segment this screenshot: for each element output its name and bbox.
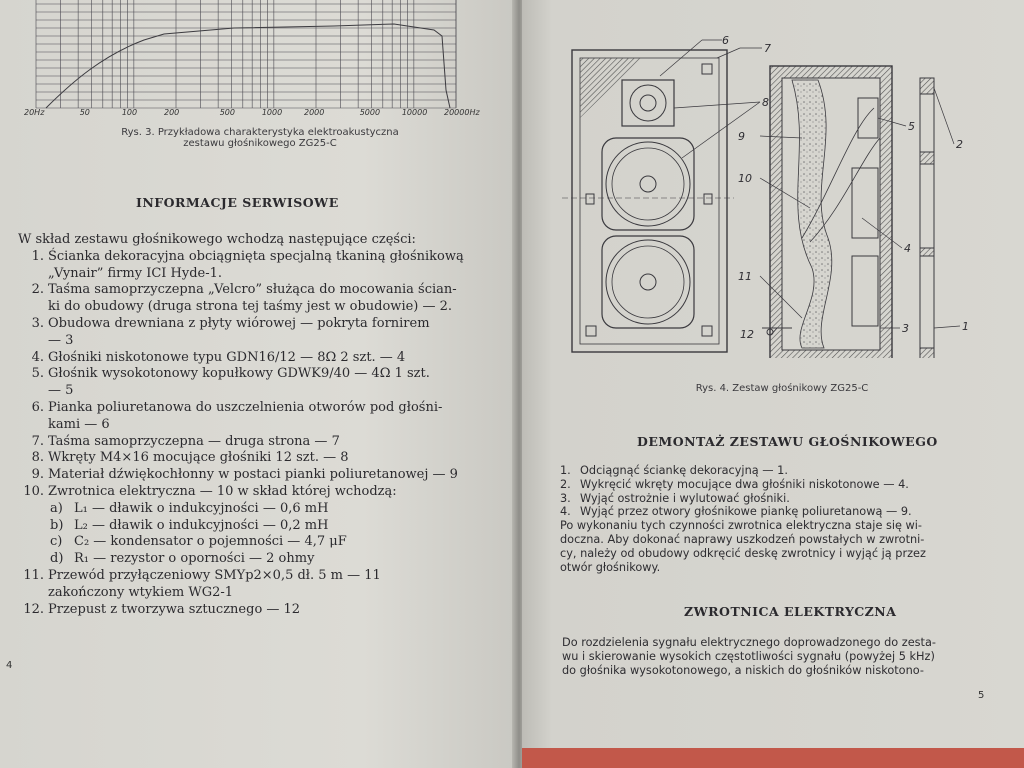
speaker-diagram xyxy=(562,28,1022,358)
figure-callout-label: 8 xyxy=(762,96,769,109)
figure-callout-label: 9 xyxy=(738,130,745,143)
caption-line-2: zestawu głośnikowego ZG25-C xyxy=(183,138,337,149)
freq-tick-label: 50 xyxy=(79,108,90,117)
step-text: Wykręcić wkręty mocujące dwa głośniki niskotonowe — 4. xyxy=(580,477,909,491)
section-heading-service: INFORMACJE SERWISOWE xyxy=(136,195,339,210)
item-line: Materiał dźwiękochłonny w postaci pianki poliuretanowej — 9 xyxy=(48,467,458,483)
item-line: Ścianka dekoracyjna obciągnięta specjalną tkaniną głośnikową xyxy=(48,248,464,264)
step-number: 4. xyxy=(560,505,571,519)
freq-tick-label: 200 xyxy=(164,108,180,117)
list-item xyxy=(18,282,498,316)
freq-tick-label: 5000 xyxy=(359,108,381,117)
item-line: Taśma samoprzyczepna — druga strona — 7 xyxy=(48,433,340,449)
paragraph-line: Do rozdzielenia sygnału elektrycznego doprowadzonego do zesta- xyxy=(562,636,936,649)
figure-callout-label: 4 xyxy=(904,242,911,255)
item-line: Wkręty M4×16 mocujące głośniki 12 szt. — 8 xyxy=(48,450,349,466)
sub-item-text: R₁ — rezystor o oporności — 2 ohmy xyxy=(74,551,315,567)
paragraph-line: do głośnika wysokotonowego, a niskich do głośników niskotono- xyxy=(562,663,924,677)
list-item xyxy=(18,450,498,467)
freq-tick-label: 2000 xyxy=(304,108,325,117)
sub-item-text: L₁ — dławik o indukcyjności — 0,6 mH xyxy=(74,500,329,516)
list-item xyxy=(18,350,498,367)
item-line: kami — 6 xyxy=(48,416,110,432)
item-number: 6. xyxy=(31,399,44,415)
figure-callout-label: 1 xyxy=(962,320,969,333)
parts-list xyxy=(18,232,498,618)
item-number: 3. xyxy=(31,315,44,331)
section-heading-disassembly: DEMONTAŻ ZESTAWU GŁOŚNIKOWEGO xyxy=(637,434,938,449)
list-item xyxy=(18,249,498,283)
item-line: ki do obudowy (druga strona tej taśmy jest w obudowie) — 2. xyxy=(48,299,453,315)
response-curve xyxy=(46,24,450,108)
item-number: 1. xyxy=(31,248,44,264)
figure-callout-label: 12 xyxy=(740,328,754,341)
right-page xyxy=(522,0,1024,752)
item-line: Pianka poliuretanowa do uszczelnienia otworów pod głośni- xyxy=(48,399,443,415)
sub-item-text: C₂ — kondensator o pojemności — 4,7 μF xyxy=(74,534,347,550)
paragraph-line: cy, należy od obudowy odkręcić deskę zwrotnicy i wyjąć ją przez xyxy=(560,546,926,560)
step-text: Wyjąć ostrożnie i wylutować głośniki. xyxy=(580,491,790,505)
item-line: Obudowa drewniana z płyty wiórowej — pokryta fornirem xyxy=(48,315,430,331)
paragraph-line: wu i skierowanie wysokich częstotliwości sygnału (powyżej 5 kHz) xyxy=(562,649,935,663)
item-number: 4. xyxy=(31,349,44,365)
item-line: Taśma samoprzyczepna „Velcro” służąca do mocowania ścian- xyxy=(48,282,457,298)
intro-text: W skład zestawu głośnikowego wchodzą następujące części: xyxy=(18,232,416,247)
sub-item-letter: a) xyxy=(50,500,63,516)
paragraph-line: doczna. Aby dokonać naprawy uszkodzeń powstałych w zwrotni- xyxy=(560,532,925,546)
figure-callout-label: 3 xyxy=(902,322,909,335)
step-number: 3. xyxy=(560,491,571,505)
caption-line-1: Rys. 3. Przykładowa charakterystyka elektroakustyczna xyxy=(121,127,399,138)
list-item xyxy=(18,568,498,602)
disassembly-steps xyxy=(560,464,990,574)
figure-callout-label: 7 xyxy=(764,42,771,55)
item-number: 8. xyxy=(31,450,44,466)
figure-caption-3 xyxy=(60,127,460,149)
item-line: zakończony wtykiem WG2-1 xyxy=(48,584,234,600)
table-surface xyxy=(522,748,1024,768)
figure-callout-label: 6 xyxy=(722,34,729,47)
section-view xyxy=(762,66,892,358)
item-line: Przepust z tworzywa sztucznego — 12 xyxy=(48,601,301,617)
list-item xyxy=(18,316,498,350)
crossover-paragraph xyxy=(562,636,992,677)
list-item xyxy=(18,400,498,434)
section-heading-crossover: ZWROTNICA ELEKTRYCZNA xyxy=(684,604,897,619)
item-line: — 3 xyxy=(48,332,74,348)
freq-tick-label: 20Hz xyxy=(24,108,45,117)
sub-item xyxy=(18,534,498,551)
sub-item xyxy=(18,501,498,518)
list-item xyxy=(18,602,498,619)
list-item xyxy=(18,366,498,400)
step-number: 1. xyxy=(560,464,571,477)
step-text: Wyjąć przez otwory głośnikowe piankę poliuretanową — 9. xyxy=(580,505,912,519)
sub-item-letter: d) xyxy=(50,551,64,567)
sub-item xyxy=(18,518,498,535)
freq-tick-label: 100 xyxy=(121,108,138,117)
item-number: 10. xyxy=(23,483,44,499)
figure-callout-label: 2 xyxy=(956,138,963,151)
sub-item xyxy=(18,551,498,568)
item-line: Głośniki niskotonowe typu GDN16/12 — 8Ω 2 szt. — 4 xyxy=(48,349,406,365)
freq-tick-label: 20000Hz xyxy=(444,108,480,117)
item-number: 2. xyxy=(31,282,44,298)
item-line: „Vynair” firmy ICI Hyde-1. xyxy=(48,265,223,281)
item-line: — 5 xyxy=(48,383,74,399)
freq-tick-label: 1000 xyxy=(261,108,283,117)
freq-tick-label: 10000 xyxy=(401,108,428,117)
item-number: 7. xyxy=(31,433,44,449)
sub-item-letter: b) xyxy=(50,517,64,533)
sub-item-letter: c) xyxy=(50,534,63,550)
figure-callout-label: 11 xyxy=(738,270,752,283)
step-item xyxy=(560,478,990,492)
item-line: Głośnik wysokotonowy kopułkowy GDWK9/40 — 4Ω 1 szt. xyxy=(48,366,430,382)
frequency-response-chart xyxy=(34,0,458,110)
page-number-right: 5 xyxy=(978,690,985,701)
front-view xyxy=(562,50,734,352)
step-item xyxy=(560,464,990,478)
step-item xyxy=(560,492,990,506)
item-number: 9. xyxy=(31,467,44,483)
list-item xyxy=(18,434,498,451)
sub-item-text: L₂ — dławik o indukcyjności — 0,2 mH xyxy=(74,517,329,533)
item-number: 5. xyxy=(31,366,44,382)
figure-callout-label: 10 xyxy=(738,172,752,185)
freq-tick-label: 500 xyxy=(219,108,235,117)
front-panel-section xyxy=(920,78,934,358)
figure-callout-label: 5 xyxy=(908,120,915,133)
page-number-left: 4 xyxy=(6,660,13,671)
item-number: 12. xyxy=(23,601,44,617)
step-number: 2. xyxy=(560,477,571,491)
step-text: Odciągnąć ściankę dekoracyjną — 1. xyxy=(580,464,788,477)
list-item xyxy=(18,467,498,484)
paragraph-line: Po wykonaniu tych czynności zwrotnica elektryczna staje się wi- xyxy=(560,519,923,533)
list-item xyxy=(18,484,498,501)
paragraph-line: otwór głośnikowy. xyxy=(560,560,661,574)
item-line: Zwrotnica elektryczna — 10 w skład której wchodzą: xyxy=(48,483,397,499)
item-line: Przewód przyłączeniowy SMYp2×0,5 dł. 5 m — 11 xyxy=(48,567,381,583)
figure-caption-4: Rys. 4. Zestaw głośnikowy ZG25-C xyxy=(695,383,869,394)
item-number: 11. xyxy=(23,567,44,583)
step-item xyxy=(560,505,990,519)
